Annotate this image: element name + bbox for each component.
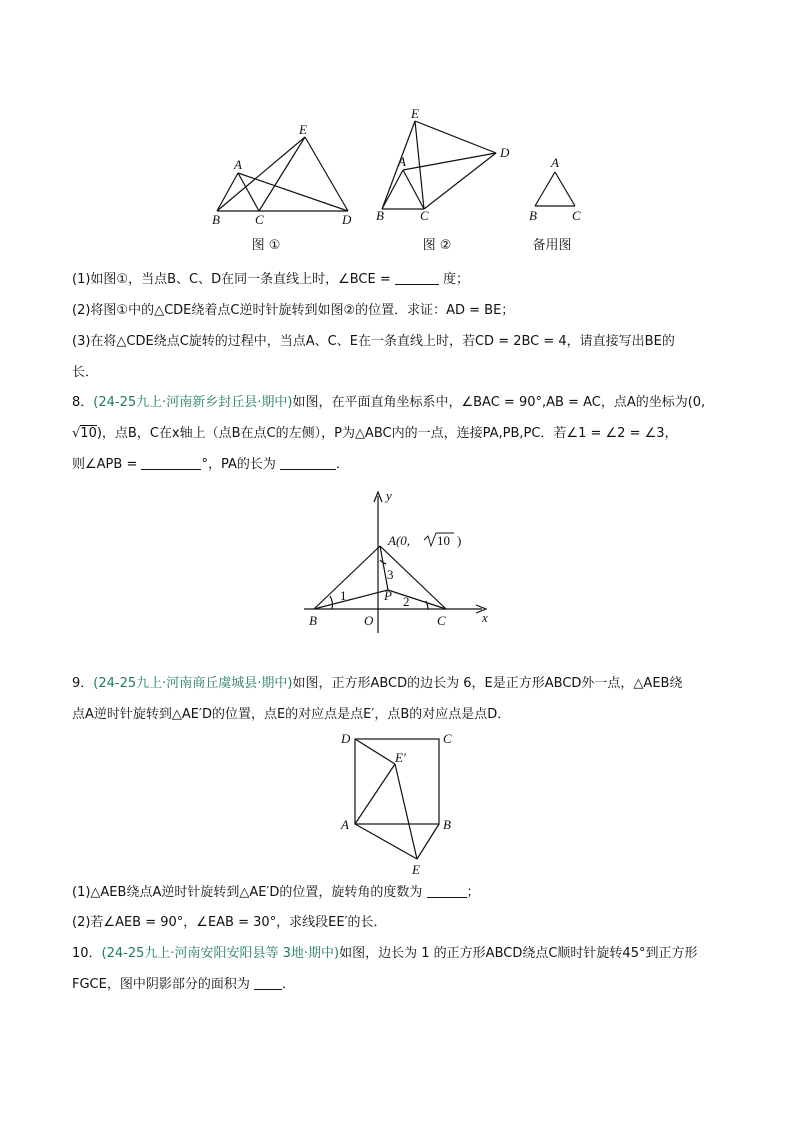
- q9fig-d: D: [341, 731, 351, 746]
- q9-part2: (2)若∠AEB = 90°，∠EAB = 30°，求线段EE′的长．: [72, 915, 387, 930]
- q8-answer-blank-angle[interactable]: [141, 457, 201, 470]
- q8-answer-blank-pa[interactable]: [280, 457, 336, 470]
- q8fig-c: C: [437, 613, 446, 628]
- q9-line1: 9．(24-25九上·河南商丘虞城县·期中)如图，正方形ABCD的边长为 6，E是正方形ABCD外一点，△AEB绕: [72, 676, 683, 691]
- fig1-label-e: E: [299, 122, 307, 137]
- q8fig-o: O: [364, 613, 374, 628]
- q10-source: (24-25九上·河南安阳安阳县等 3地·期中): [101, 946, 340, 961]
- q8-line2: √10)，点B，C在x轴上（点B在点C的左侧），P为△ABC内的一点，连接PA,PB,PC．若∠1 = ∠2 = ∠3，: [72, 426, 678, 441]
- q8fig-a-sqrt: 10: [437, 533, 450, 548]
- fig3-label-a: A: [551, 155, 559, 170]
- fig1-label-c: C: [255, 212, 264, 227]
- q10-number: 10．: [72, 946, 102, 961]
- q8fig-2: 2: [403, 594, 410, 609]
- q8fig-p: P: [384, 588, 392, 603]
- q9fig-ep: E′: [395, 750, 406, 765]
- fig1-caption: 图 ①: [251, 238, 281, 253]
- fig2-label-e: E: [411, 106, 419, 121]
- fig3-label-b: B: [529, 208, 537, 223]
- q8fig-3: 3: [387, 567, 394, 582]
- q9-source: (24-25九上·河南商丘虞城县·期中): [93, 676, 293, 691]
- q8fig-a-close: ): [457, 533, 462, 548]
- q9-answer-blank-angle[interactable]: [427, 885, 467, 898]
- q8-coordinate-figure: [300, 488, 500, 638]
- fig3-label-c: C: [572, 208, 581, 223]
- q10-answer-blank-area[interactable]: [254, 977, 282, 990]
- q7-part3-line1: (3)在将△CDE绕点C旋转的过程中，当点A、C、E在一条直线上时，若CD = 2BC = 4，请直接写出BE的: [72, 334, 675, 349]
- q7-part2: (2)将图①中的△CDE绕着点C逆时针旋转到如图②的位置．求证：AD = BE；: [72, 303, 515, 318]
- q8-sqrt: √10: [72, 426, 97, 441]
- q8fig-b: B: [309, 613, 317, 628]
- fig1-label-a: A: [234, 157, 242, 172]
- q7-part3-line2: 长．: [72, 365, 99, 380]
- q9-line2: 点A逆时针旋转到△AE′D的位置，点E的对应点是点E′，点B的对应点是点D．: [72, 707, 511, 722]
- figure-2: [370, 102, 520, 227]
- q8-number: 8．: [72, 395, 94, 410]
- q8fig-x: x: [482, 610, 488, 625]
- q9fig-a: A: [341, 817, 349, 832]
- fig2-label-d: D: [500, 145, 510, 160]
- q10-line2: FGCE，图中阴影部分的面积为 ．: [72, 977, 295, 992]
- figure-1: [205, 120, 365, 230]
- fig1-label-d: D: [342, 212, 352, 227]
- q9-square-figure: [335, 728, 465, 878]
- q8fig-a: A(0,: [388, 533, 411, 548]
- q8-line3: 则∠APB = °，PA的长为 ．: [72, 457, 350, 472]
- q8fig-1: 1: [340, 588, 347, 603]
- q9-part1: (1)△AEB绕点A逆时针旋转到△AE′D的位置，旋转角的度数为 ；: [72, 885, 480, 900]
- figure-spare: [525, 150, 595, 230]
- fig1-label-b: B: [212, 212, 220, 227]
- q8-source: (24-25九上·河南新乡封丘县·期中): [93, 395, 293, 410]
- q8fig-y: y: [386, 488, 392, 503]
- q7-answer-blank-1[interactable]: [395, 272, 439, 285]
- fig3-caption: 备用图: [532, 238, 572, 253]
- q7-part1: (1)如图①，当点B、C、D在同一条直线上时，∠BCE = 度；: [72, 272, 470, 287]
- q9fig-e: E: [412, 862, 420, 877]
- fig2-label-a: A: [398, 154, 406, 169]
- fig2-label-c: C: [420, 208, 429, 223]
- q9fig-c: C: [443, 731, 452, 746]
- fig2-label-b: B: [376, 208, 384, 223]
- q10-line1: 10．(24-25九上·河南安阳安阳县等 3地·期中)如图，边长为 1 的正方形ABCD绕点C顺时针旋转45°到正方形: [72, 946, 698, 961]
- q8-line1: 8．(24-25九上·河南新乡封丘县·期中)如图，在平面直角坐标系中，∠BAC = 90°,AB = AC，点A的坐标为(0,: [72, 395, 706, 410]
- q9-number: 9．: [72, 676, 94, 691]
- fig2-caption: 图 ②: [422, 238, 452, 253]
- q9fig-b: B: [443, 817, 451, 832]
